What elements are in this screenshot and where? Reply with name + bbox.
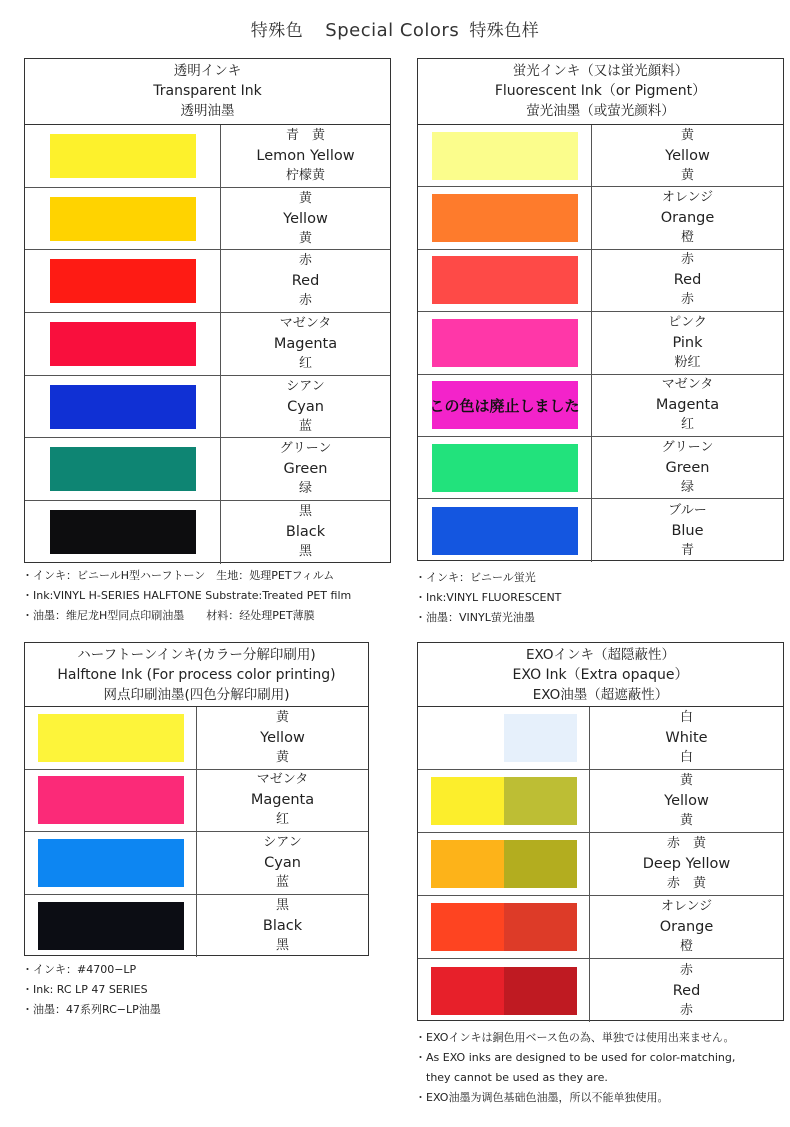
- color-name-zh: 蓝: [275, 874, 289, 890]
- color-name-en: Cyan: [287, 398, 324, 415]
- color-swatch: [38, 902, 184, 950]
- swatch-cell: [25, 188, 221, 250]
- color-name-zh: 绿: [680, 479, 694, 495]
- swatch-part: [431, 967, 504, 1015]
- color-label: [592, 250, 783, 311]
- panel-title-en: EXO Ink（Extra opaque）: [512, 667, 689, 683]
- color-name-ja: 白: [679, 710, 693, 725]
- color-row: [25, 895, 368, 958]
- panel-title-ja: EXOインキ（超隠蔽性）: [525, 647, 676, 663]
- color-name-zh: 黑: [298, 544, 312, 560]
- color-name-ja: 黄: [679, 773, 693, 788]
- color-name-zh: 青: [680, 542, 694, 558]
- color-name-en: Red: [291, 273, 320, 290]
- color-row: [25, 438, 390, 501]
- panel-notes: [22, 960, 161, 1020]
- color-name-zh: 白: [679, 750, 693, 765]
- panel-title-zh: 萤光油墨（或萤光颜料）: [526, 103, 675, 119]
- color-name-en: Orange: [660, 210, 715, 227]
- swatch-cell: [418, 959, 590, 1022]
- color-name-zh: 粉红: [674, 354, 701, 370]
- note-line: ・インキ：ビニールH型ハーフトーン 生地：処理PETフィルム: [22, 569, 335, 582]
- ink-panel: [417, 58, 784, 561]
- note-line: ・インキ：ビニール蛍光: [415, 571, 536, 584]
- color-name-ja: オレンジ: [660, 899, 713, 914]
- panel-title-zh: EXO油墨（超遮蔽性）: [532, 687, 669, 703]
- swatch-part: [431, 777, 504, 825]
- swatch-part: [504, 714, 577, 762]
- color-swatch: [432, 319, 578, 367]
- color-name-en: Blue: [671, 522, 704, 539]
- color-label: [221, 250, 390, 312]
- note-line: ・EXOインキは銅色用ベース色の為、単独では使用出来ません。: [415, 1031, 735, 1044]
- swatch-part: [38, 776, 184, 824]
- panel-title-en: Halftone Ink (For process color printing): [57, 667, 336, 683]
- color-name-ja: オレンジ: [661, 190, 714, 206]
- color-label: [590, 896, 783, 958]
- color-row: [25, 707, 368, 770]
- color-label: [221, 188, 390, 250]
- color-name-en: Yellow: [283, 210, 328, 227]
- color-name-en: Black: [262, 917, 303, 934]
- panel-notes: [22, 566, 351, 626]
- color-row: [25, 376, 390, 439]
- color-swatch: [50, 385, 196, 429]
- swatch-part: [432, 256, 578, 304]
- color-name-en: Black: [285, 524, 326, 541]
- swatch-part: [432, 507, 578, 555]
- color-name-en: Deep Yellow: [642, 856, 731, 872]
- color-swatch: [429, 381, 580, 429]
- color-row: [25, 770, 368, 833]
- color-row: [418, 125, 783, 187]
- color-name-en: Orange: [659, 919, 714, 935]
- panel-notes: [415, 1028, 735, 1108]
- panel-header: [418, 643, 783, 707]
- color-name-zh: 赤: [679, 1002, 693, 1018]
- color-row: [418, 437, 783, 499]
- color-label: [592, 437, 783, 498]
- swatch-part: [50, 447, 196, 491]
- color-name-en: Pink: [672, 334, 703, 351]
- color-name-zh: 红: [275, 812, 289, 828]
- panel-notes: [415, 568, 561, 628]
- color-name-en: White: [665, 730, 708, 746]
- swatch-part: [432, 132, 578, 180]
- color-row: [418, 375, 783, 437]
- color-name-en: Yellow: [664, 793, 709, 809]
- color-name-en: Magenta: [273, 335, 338, 352]
- discontinued-label: この色は廃止しました: [429, 396, 580, 415]
- color-name-zh: 红: [680, 417, 694, 433]
- color-swatch: [38, 776, 184, 824]
- color-name-ja: グリーン: [661, 439, 714, 455]
- swatch-part: [504, 840, 577, 888]
- color-name-zh: 橙: [679, 939, 693, 954]
- note-line: ・Ink: RC LP 47 SERIES: [22, 983, 148, 996]
- color-name-ja: 黄: [680, 127, 694, 143]
- color-row: [418, 833, 783, 896]
- page-title: [0, 16, 790, 41]
- note-line: ・Ink:VINYL H-SERIES HALFTONE Substrate:Treated PET film: [22, 589, 352, 602]
- color-name-en: Cyan: [264, 854, 301, 871]
- color-swatch: [431, 777, 577, 825]
- color-row: [25, 501, 390, 564]
- color-swatch: [431, 903, 577, 951]
- color-name-ja: グリーン: [279, 441, 332, 457]
- note-line: ・油墨：47系列RC−LP油墨: [22, 1003, 161, 1016]
- panel-title-ja: ハーフトーンインキ(カラー分解印刷用): [77, 647, 316, 663]
- swatch-cell: [418, 770, 590, 832]
- color-swatch: [38, 839, 184, 887]
- swatch-part: [50, 322, 196, 366]
- color-name-en: Magenta: [655, 397, 720, 414]
- color-row: [418, 959, 783, 1022]
- swatch-part: [50, 510, 196, 554]
- swatch-cell: [418, 896, 590, 958]
- color-row: [418, 312, 783, 374]
- swatch-part: [50, 385, 196, 429]
- color-label: [197, 895, 368, 958]
- swatch-cell: [418, 499, 592, 561]
- color-name-ja: 赤: [680, 252, 694, 268]
- color-name-ja: ピンク: [668, 314, 707, 330]
- ink-panel: [24, 642, 369, 956]
- color-row: [25, 188, 390, 251]
- color-name-ja: ブルー: [668, 502, 707, 518]
- color-swatch: [431, 840, 577, 888]
- color-name-en: Red: [673, 272, 702, 289]
- color-name-ja: マゼンタ: [661, 377, 714, 393]
- color-label: [590, 959, 783, 1022]
- swatch-cell: [25, 501, 221, 564]
- color-row: [25, 313, 390, 376]
- color-swatch: [431, 967, 577, 1015]
- color-label: [197, 770, 368, 832]
- swatch-cell: [25, 125, 221, 187]
- color-name-ja: 黒: [298, 504, 312, 520]
- color-swatch: [50, 510, 196, 554]
- color-swatch: [50, 447, 196, 491]
- color-swatch: [50, 322, 196, 366]
- color-swatch: [432, 256, 578, 304]
- color-label: [592, 125, 783, 186]
- color-label: [221, 501, 390, 564]
- color-swatch: [50, 134, 196, 178]
- color-swatch: [38, 714, 184, 762]
- panel-title-en: Transparent Ink: [153, 83, 262, 99]
- color-swatch: [432, 507, 578, 555]
- swatch-cell: [25, 895, 197, 958]
- color-name-zh: 黄: [679, 813, 693, 828]
- color-label: [197, 707, 368, 769]
- swatch-cell: [418, 833, 590, 895]
- swatch-part: [504, 777, 577, 825]
- swatch-part: [432, 319, 578, 367]
- swatch-cell: [25, 438, 221, 500]
- color-label: [592, 375, 783, 436]
- color-name-ja: 赤: [679, 962, 693, 978]
- color-name-ja: 赤: [298, 253, 312, 269]
- color-name-zh: 蓝: [298, 418, 312, 434]
- color-row: [418, 187, 783, 249]
- swatch-part: [432, 444, 578, 492]
- color-name-en: Yellow: [665, 147, 710, 164]
- color-name-zh: 赤: [680, 292, 694, 308]
- title-en: Special Colors: [325, 20, 460, 41]
- note-line: ・As EXO inks are designed to be used for color-matching,: [415, 1051, 736, 1064]
- color-name-en: Red: [672, 982, 701, 999]
- note-line: ・インキ：#4700−LP: [22, 963, 137, 976]
- note-line: ・EXO油墨为调色基础色油墨，所以不能单独使用。: [415, 1091, 669, 1104]
- color-swatch: [432, 194, 578, 242]
- color-name-en: Lemon Yellow: [256, 147, 355, 164]
- color-label: [197, 832, 368, 894]
- color-name-zh: 黄: [275, 749, 289, 765]
- panel-title-ja: 透明インキ: [173, 63, 242, 79]
- color-swatch: [431, 714, 577, 762]
- swatch-cell: [25, 250, 221, 312]
- color-label: [590, 707, 783, 769]
- swatch-part: [504, 967, 577, 1015]
- color-name-ja: 黄: [275, 709, 289, 725]
- color-row: [25, 832, 368, 895]
- color-name-ja: 黄: [298, 190, 312, 206]
- color-name-en: Green: [665, 459, 710, 476]
- swatch-part: [431, 840, 504, 888]
- color-label: [592, 312, 783, 373]
- color-name-en: Magenta: [250, 792, 315, 809]
- color-label: [221, 376, 390, 438]
- color-label: [590, 833, 783, 895]
- swatch-part: [38, 839, 184, 887]
- color-name-zh: 橙: [680, 230, 694, 246]
- swatch-cell: [418, 437, 592, 498]
- color-name-zh: 赤 黄: [666, 876, 706, 891]
- color-swatch: [50, 259, 196, 303]
- color-name-zh: 绿: [298, 481, 312, 497]
- color-label: [221, 313, 390, 375]
- title-ja: 特殊色: [250, 21, 304, 41]
- color-name-zh: 红: [298, 355, 312, 371]
- color-label: [592, 187, 783, 248]
- color-name-ja: シアン: [263, 834, 302, 850]
- swatch-cell: [25, 707, 197, 769]
- color-name-ja: 赤 黄: [666, 836, 706, 851]
- color-name-ja: 青 黄: [285, 127, 325, 143]
- panel-header: [25, 643, 368, 707]
- color-row: [418, 896, 783, 959]
- color-name-zh: 黄: [298, 230, 312, 246]
- color-row: [418, 707, 783, 770]
- color-swatch: [50, 197, 196, 241]
- panel-title-ja: 蛍光インキ（又は蛍光顔料）: [512, 63, 689, 79]
- color-label: [592, 499, 783, 561]
- swatch-part: [38, 714, 184, 762]
- color-name-ja: マゼンタ: [256, 772, 309, 788]
- color-row: [418, 499, 783, 561]
- swatch-part: [431, 714, 504, 762]
- swatch-part: [432, 194, 578, 242]
- color-label: [221, 125, 390, 187]
- color-row: [418, 250, 783, 312]
- swatch-cell: [418, 707, 590, 769]
- swatch-cell: [418, 187, 592, 248]
- swatch-part: [431, 903, 504, 951]
- note-line: ・油墨：VINYL萤光油墨: [415, 611, 535, 624]
- note-line: ・油墨：维尼龙H型同点印刷油墨 材料：经处理PET薄膜: [22, 609, 315, 622]
- color-swatch: [432, 132, 578, 180]
- swatch-part: [38, 902, 184, 950]
- panel-header: [418, 59, 783, 125]
- panel-header: [25, 59, 390, 125]
- color-name-zh: 黄: [680, 167, 694, 183]
- color-row: [418, 770, 783, 833]
- swatch-part: [50, 134, 196, 178]
- color-name-ja: 黒: [275, 897, 289, 913]
- swatch-cell: [25, 770, 197, 832]
- swatch-part: [50, 259, 196, 303]
- swatch-cell: [418, 375, 592, 436]
- color-name-ja: シアン: [286, 378, 325, 394]
- panel-title-zh: 透明油墨: [180, 103, 235, 119]
- color-name-en: Green: [283, 461, 328, 478]
- swatch-cell: [25, 832, 197, 894]
- ink-panel: [24, 58, 391, 563]
- color-name-zh: 赤: [298, 293, 312, 309]
- swatch-cell: [418, 250, 592, 311]
- swatch-cell: [25, 376, 221, 438]
- color-label: [221, 438, 390, 500]
- panel-title-zh: 网点印刷油墨(四色分解印刷用): [103, 687, 290, 703]
- color-label: [590, 770, 783, 832]
- color-row: [25, 250, 390, 313]
- panel-title-en: Fluorescent Ink（or Pigment）: [494, 83, 707, 99]
- note-line: ・Ink:VINYL FLUORESCENT: [415, 591, 562, 604]
- swatch-cell: [25, 313, 221, 375]
- note-line: they cannot be used as they are.: [415, 1071, 608, 1084]
- swatch-part: [504, 903, 577, 951]
- color-name-zh: 柠檬黄: [285, 167, 325, 183]
- color-name-zh: 黑: [275, 937, 289, 953]
- color-name-ja: マゼンタ: [279, 315, 332, 331]
- swatch-cell: [418, 125, 592, 186]
- swatch-part: [50, 197, 196, 241]
- color-name-en: Yellow: [260, 729, 305, 746]
- title-zh: 特殊色样: [469, 21, 540, 41]
- swatch-cell: [418, 312, 592, 373]
- color-row: [25, 125, 390, 188]
- color-swatch: [432, 444, 578, 492]
- ink-panel: [417, 642, 784, 1021]
